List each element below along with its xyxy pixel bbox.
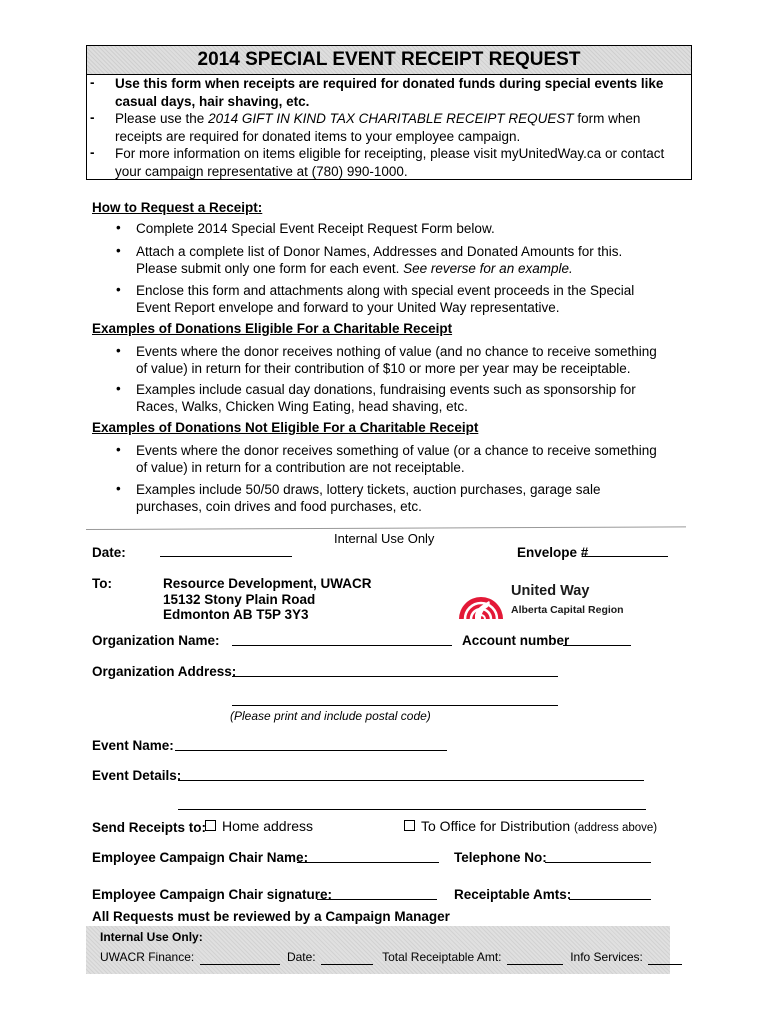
office-note: (address above) [574,822,658,834]
united-way-logo [455,571,635,621]
to-line-2: 15132 Stony Plain Road [163,591,316,607]
dash-marker: - [90,110,95,125]
to-line-1: Resource Development, UWACR [163,576,372,591]
internal-use-box [86,926,670,974]
how-bullet-3 [136,282,676,316]
event-name-field[interactable] [175,750,447,751]
envelope-label: Envelope # [517,545,589,560]
internal-use-label: Internal Use Only [334,531,435,546]
bullet-marker: • [116,381,121,396]
eligible-bullet-1-line1: Events where the donor receives nothing of value (and no chance to receive something [136,344,657,359]
total-receiptable-field[interactable] [507,950,563,965]
intro-1-line2: casual days, hair shaving, etc. [115,93,310,109]
not-eligible-bullet-1 [136,442,676,476]
info-services-label: Info Services: [570,950,643,964]
eligible-bullet-2 [136,381,676,415]
org-address-field-2[interactable] [232,705,558,706]
uwacr-finance-field[interactable] [200,950,280,965]
chair-signature-label: Employee Campaign Chair signature: [92,887,333,902]
to-line-3: Edmonton AB T5P 3Y3 [163,607,309,622]
chair-signature-field[interactable] [317,899,437,900]
office-label: To Office for Distribution [421,818,571,834]
total-receiptable-label: Total Receiptable Amt: [382,950,502,964]
logo-subtitle: Alberta Capital Region [511,604,624,616]
how-heading: How to Request a Receipt: [92,200,263,215]
eligible-bullet-2-line2: Races, Walks, Chicken Wing Eating, head shaving, etc. [136,399,468,414]
not-eligible-bullet-1-line1: Events where the donor receives something of value (or a chance to receive something [136,443,657,458]
date-field[interactable] [160,556,292,557]
how-bullet-3-line2: Event Report envelope and forward to your United Way representative. [136,300,560,315]
event-details-field-1[interactable] [178,780,644,781]
envelope-field[interactable] [582,556,668,557]
united-way-hand-icon [455,571,507,621]
telephone-field[interactable] [545,862,651,863]
how-bullet-3-line1: Enclose this form and attachments along with special event proceeds in the Special [136,283,635,298]
not-eligible-bullet-2 [136,481,676,515]
not-eligible-bullet-2-line2: purchases, coin drives and food purchases, etc. [136,499,422,514]
date-label: Date: [92,545,126,560]
bullet-marker: • [116,481,121,496]
iu-date-label: Date: [286,950,316,964]
chair-name-field[interactable] [297,862,439,863]
org-name-field[interactable] [232,645,452,646]
to-address [163,576,372,623]
intro-box [86,73,692,180]
intro-1-line1: Use this form when receipts are required for donated funds during special events like [115,76,664,91]
home-address-option[interactable] [205,818,313,834]
how-bullet-2-line2: Please submit only one form for each event. [136,261,404,276]
event-details-field-2[interactable] [178,809,646,810]
divider [86,526,686,530]
home-address-label: Home address [222,818,314,834]
eligible-heading: Examples of Donations Eligible For a Charitable Receipt [92,321,453,336]
telephone-label: Telephone No: [454,850,547,865]
how-bullet-2-line1: Attach a complete list of Donor Names, Addresses and Donated Amounts for this. [136,244,623,259]
office-option[interactable] [404,818,657,834]
review-note: All Requests must be reviewed by a Campaign Manager [92,909,450,924]
home-address-checkbox[interactable] [205,820,216,831]
intro-2-italic: 2014 GIFT IN KIND TAX CHARITABLE RECEIPT REQUEST [208,111,574,126]
internal-use-row [100,950,682,965]
postal-code-note: (Please print and include postal code) [230,709,431,723]
account-number-label: Account number [462,633,570,648]
how-bullet-1: Complete 2014 Special Event Receipt Request Form below. [136,221,495,236]
bullet-marker: • [116,343,121,358]
bullet-marker: • [116,282,121,297]
intro-3-line2: your campaign representative at (780) 990-1000. [115,163,408,179]
send-receipts-label: Send Receipts to: [92,820,207,835]
bullet-marker: • [116,442,121,457]
dash-marker: - [90,145,95,160]
not-eligible-heading: Examples of Donations Not Eligible For a Charitable Receipt [92,420,479,435]
not-eligible-bullet-2-line1: Examples include 50/50 draws, lottery tickets, auction purchases, garage sale [136,482,601,497]
how-bullet-2 [136,243,676,277]
office-checkbox[interactable] [404,820,415,831]
intro-3-line1: For more information on items eligible for receipting, please visit myUnitedWay.ca or contact [115,146,665,161]
eligible-bullet-1-line2: of value) in return for their contribution of $10 or more per year may be receiptable. [136,361,631,376]
org-address-label: Organization Address: [92,664,237,679]
eligible-bullet-2-line1: Examples include casual day donations, fundraising events such as sponsorship for [136,382,636,397]
to-label: To: [92,576,112,591]
bullet-marker: • [116,220,121,235]
intro-2-pre: Please use the [115,111,209,126]
info-services-field[interactable] [648,950,682,965]
dash-marker: - [90,75,95,90]
bullet-marker: • [116,243,121,258]
logo-name: United Way [511,583,590,599]
iu-date-field[interactable] [321,950,373,965]
eligible-bullet-1 [136,343,676,377]
intro-2-line2: receipts are required for donated items to your employee campaign. [115,128,521,144]
event-details-label: Event Details: [92,768,182,783]
not-eligible-bullet-1-line2: of value) in return for a contribution are not receiptable. [136,460,465,475]
internal-use-heading: Internal Use Only: [100,930,203,944]
intro-2-post: form when [573,111,641,126]
uwacr-finance-label: UWACR Finance: [100,950,195,964]
account-number-field[interactable] [563,645,631,646]
form-title: 2014 SPECIAL EVENT RECEIPT REQUEST [86,45,692,75]
how-bullet-2-italic: See reverse for an example. [403,261,573,276]
org-address-field-1[interactable] [232,676,558,677]
org-name-label: Organization Name: [92,633,220,648]
receiptable-amts-label: Receiptable Amts: [454,887,572,902]
chair-name-label: Employee Campaign Chair Name: [92,850,309,865]
event-name-label: Event Name: [92,738,174,753]
receiptable-amts-field[interactable] [569,899,651,900]
